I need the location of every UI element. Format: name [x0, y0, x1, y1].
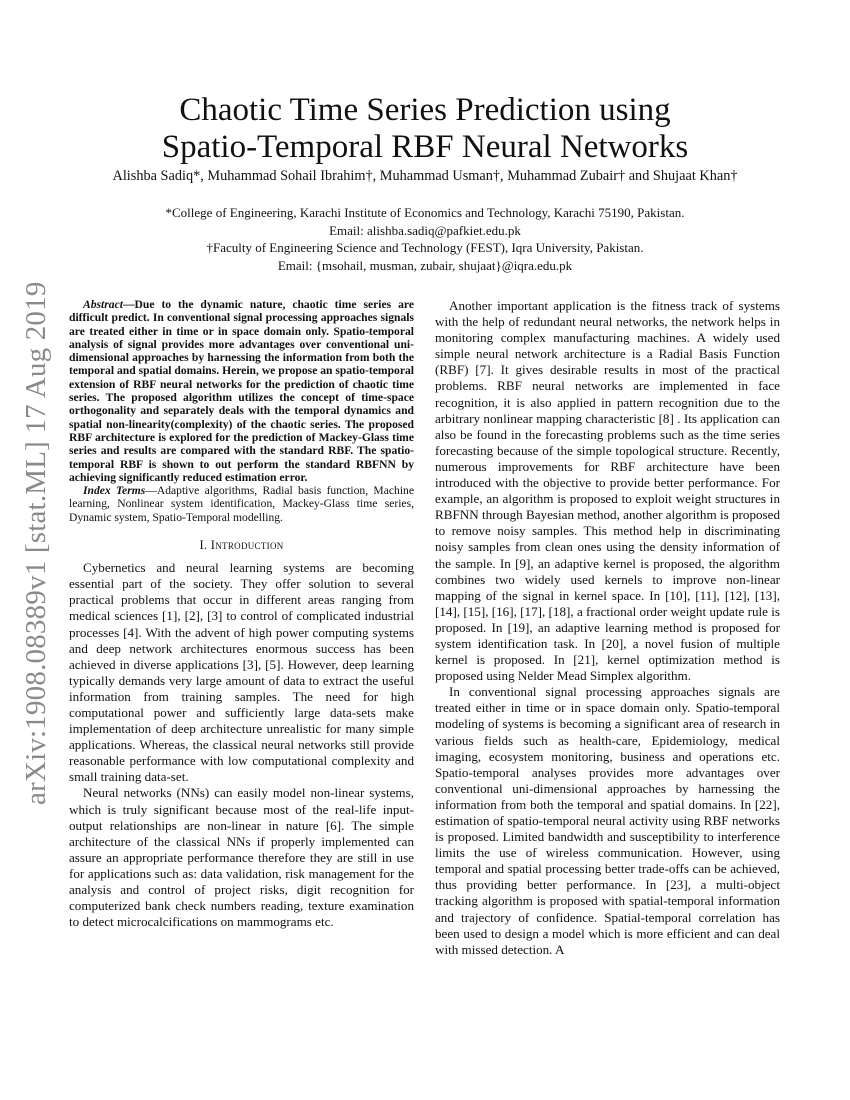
- left-column: [69, 298, 414, 930]
- affiliation-1: *College of Engineering, Karachi Institute of Economics and Technology, Karachi 75190, Pakistan.: [165, 205, 685, 220]
- section-title: Introduction: [210, 538, 284, 553]
- affiliations: [60, 204, 790, 274]
- title-line-1: Chaotic Time Series Prediction using: [179, 92, 671, 129]
- index-terms-text: —Adaptive algorithms, Radial basis function, Machine learning, Nonlinear system identification, Mackey-Glass time series, Dynamic system, Spatio-Temporal modelling.: [69, 484, 414, 524]
- title-line-2: Spatio-Temporal RBF Neural Networks: [161, 129, 689, 166]
- body-paragraph: Cybernetics and neural learning systems are becoming essential part of the society. They offer solution to several practical problems that occur in different areas ranging from medical sciences [1], [2], [3] to control of complicated industrial processes [4]. With the advent of high power computing systems and deep network architectures enormous success has been achieved in diverse applications [3], [5]. However, deep learning typically demands very large amount of data to extract the useful information from training samples. The need for high computational power and sufficiently large data-sets make implementation of deep architecture unrealistic for many simple applications. Whereas, the classical neural networks still provide reasonable performance with low computational complexity and small training data-set.: [69, 560, 414, 785]
- index-terms: [69, 484, 414, 524]
- affiliation-2: †Faculty of Engineering Science and Technology (FEST), Iqra University, Pakistan.: [206, 240, 644, 255]
- right-column: [435, 298, 780, 958]
- body-paragraph: In conventional signal processing approaches signals are treated either in time or in space domain only. Spatio-temporal modeling of systems is becoming a significant area of research in various fields such as health-care, Epidemiology, medical imaging, ecosystem monitoring, business and operations etc. Spatio-temporal analyses provides more advantages over conventional uni-dimensional approaches by harnessing the information from both the temporal and spatial domains. In [22], estimation of spatio-temporal neural activity using RBF networks is proposed. Limited bandwidth and susceptibility to interference limits the use of wireless communication. However, using temporal and spatial processing better trade-offs can be achieved, thus providing better performance. In [23], a multi-object tracking algorithm is proposed with spatial-temporal information and trajectory of confidence. Spatial-temporal correlation has been used to design a model which is more efficient and can deal with missed detection. A: [435, 684, 780, 957]
- paper-title: [0, 92, 850, 166]
- author-list: Alishba Sadiq*, Muhammad Sohail Ibrahim†, Muhammad Usman†, Muhammad Zubair† and Shujaat Khan†: [112, 168, 738, 184]
- section-number: I.: [199, 538, 211, 553]
- section-heading-introduction: [69, 537, 414, 553]
- abstract-text: —Due to the dynamic nature, chaotic time series are difficult predict. In conventional signal processing approaches signals are treated either in time or in space domain only. Spatio-temporal analysis of signal provides more advantages over conventional uni-dimensional approaches by harnessing the information from both the temporal and spatial domains. Herein, we propose an spatio-temporal extension of RBF neural networks for the prediction of chaotic time series. The proposed algorithm utilizes the concept of time-space orthogonality and separately deals with the temporal dynamics and spatial non-linearity(complexity) of the chaotic series. The proposed RBF architecture is explored for the prediction of Mackey-Glass time series and results are compared with the standard RBF. The spatio-temporal RBF is shown to out perform the standard RBFNN by achieving significantly reduced estimation error.: [69, 298, 414, 484]
- body-paragraph: Neural networks (NNs) can easily model non-linear systems, which is truly significant because most of the real-life input-output relationships are non-linear in nature [6]. The simple architecture of the classical NNs if properly implemented can assure an appropriate performance therefore they are still in use for applications such as: data validation, risk management for the analysis and control of project risks, digit recognition for computerized bank check numbers reading, texture examination to detect microcalcifications on mammograms etc.: [69, 785, 414, 930]
- abstract-label: Abstract: [83, 298, 123, 311]
- affiliation-1-email: Email: alishba.sadiq@pafkiet.edu.pk: [329, 222, 521, 238]
- index-terms-label: Index Terms: [83, 484, 146, 498]
- arxiv-identifier-stamp: arXiv:1908.08389v1 [stat.ML] 17 Aug 2019: [20, 281, 52, 805]
- abstract: [69, 298, 414, 484]
- body-paragraph: Another important application is the fitness track of systems with the help of redundant neural networks, the network helps in monitoring complex manufacturing machines. A widely used simple neural network architecture is a Radial Basis Function (RBF) [7]. It gives desirable results in most of the practical problems. RBF neural networks are implemented in face recognition, it is also applied in pattern recognition due to the arbitrary nonlinear mapping characteristic [8] . Its application can also be found in the forecasting problems such as the time series forecasting because of the simple topological structure. Recently, numerous improvements for RBF architecture have been introduced with the objective to provide better performance. For example, an algorithm is proposed to exploit weight structures in RBFNN through Bayesian method, another algorithm is proposed to remove noisy samples. This method help in discriminating noisy samples from clean ones using the density information of the sample. In [9], an adaptive kernel is proposed, the algorithm combines two widely used kernels to improve non-linear mapping of the signal in kernel space. In [10], [11], [12], [13], [14], [15], [16], [17], [18], a fractional order weight update rule is proposed. In [19], an adaptive learning method is proposed for system identification task. In [20], a novel fusion of multiple kernel is proposed. In [21], kernel optimization method is proposed using Nelder Mead Simplex algorithm.: [435, 298, 780, 684]
- affiliation-2-email: Email: {msohail, musman, zubair, shujaat}@iqra.edu.pk: [277, 257, 573, 273]
